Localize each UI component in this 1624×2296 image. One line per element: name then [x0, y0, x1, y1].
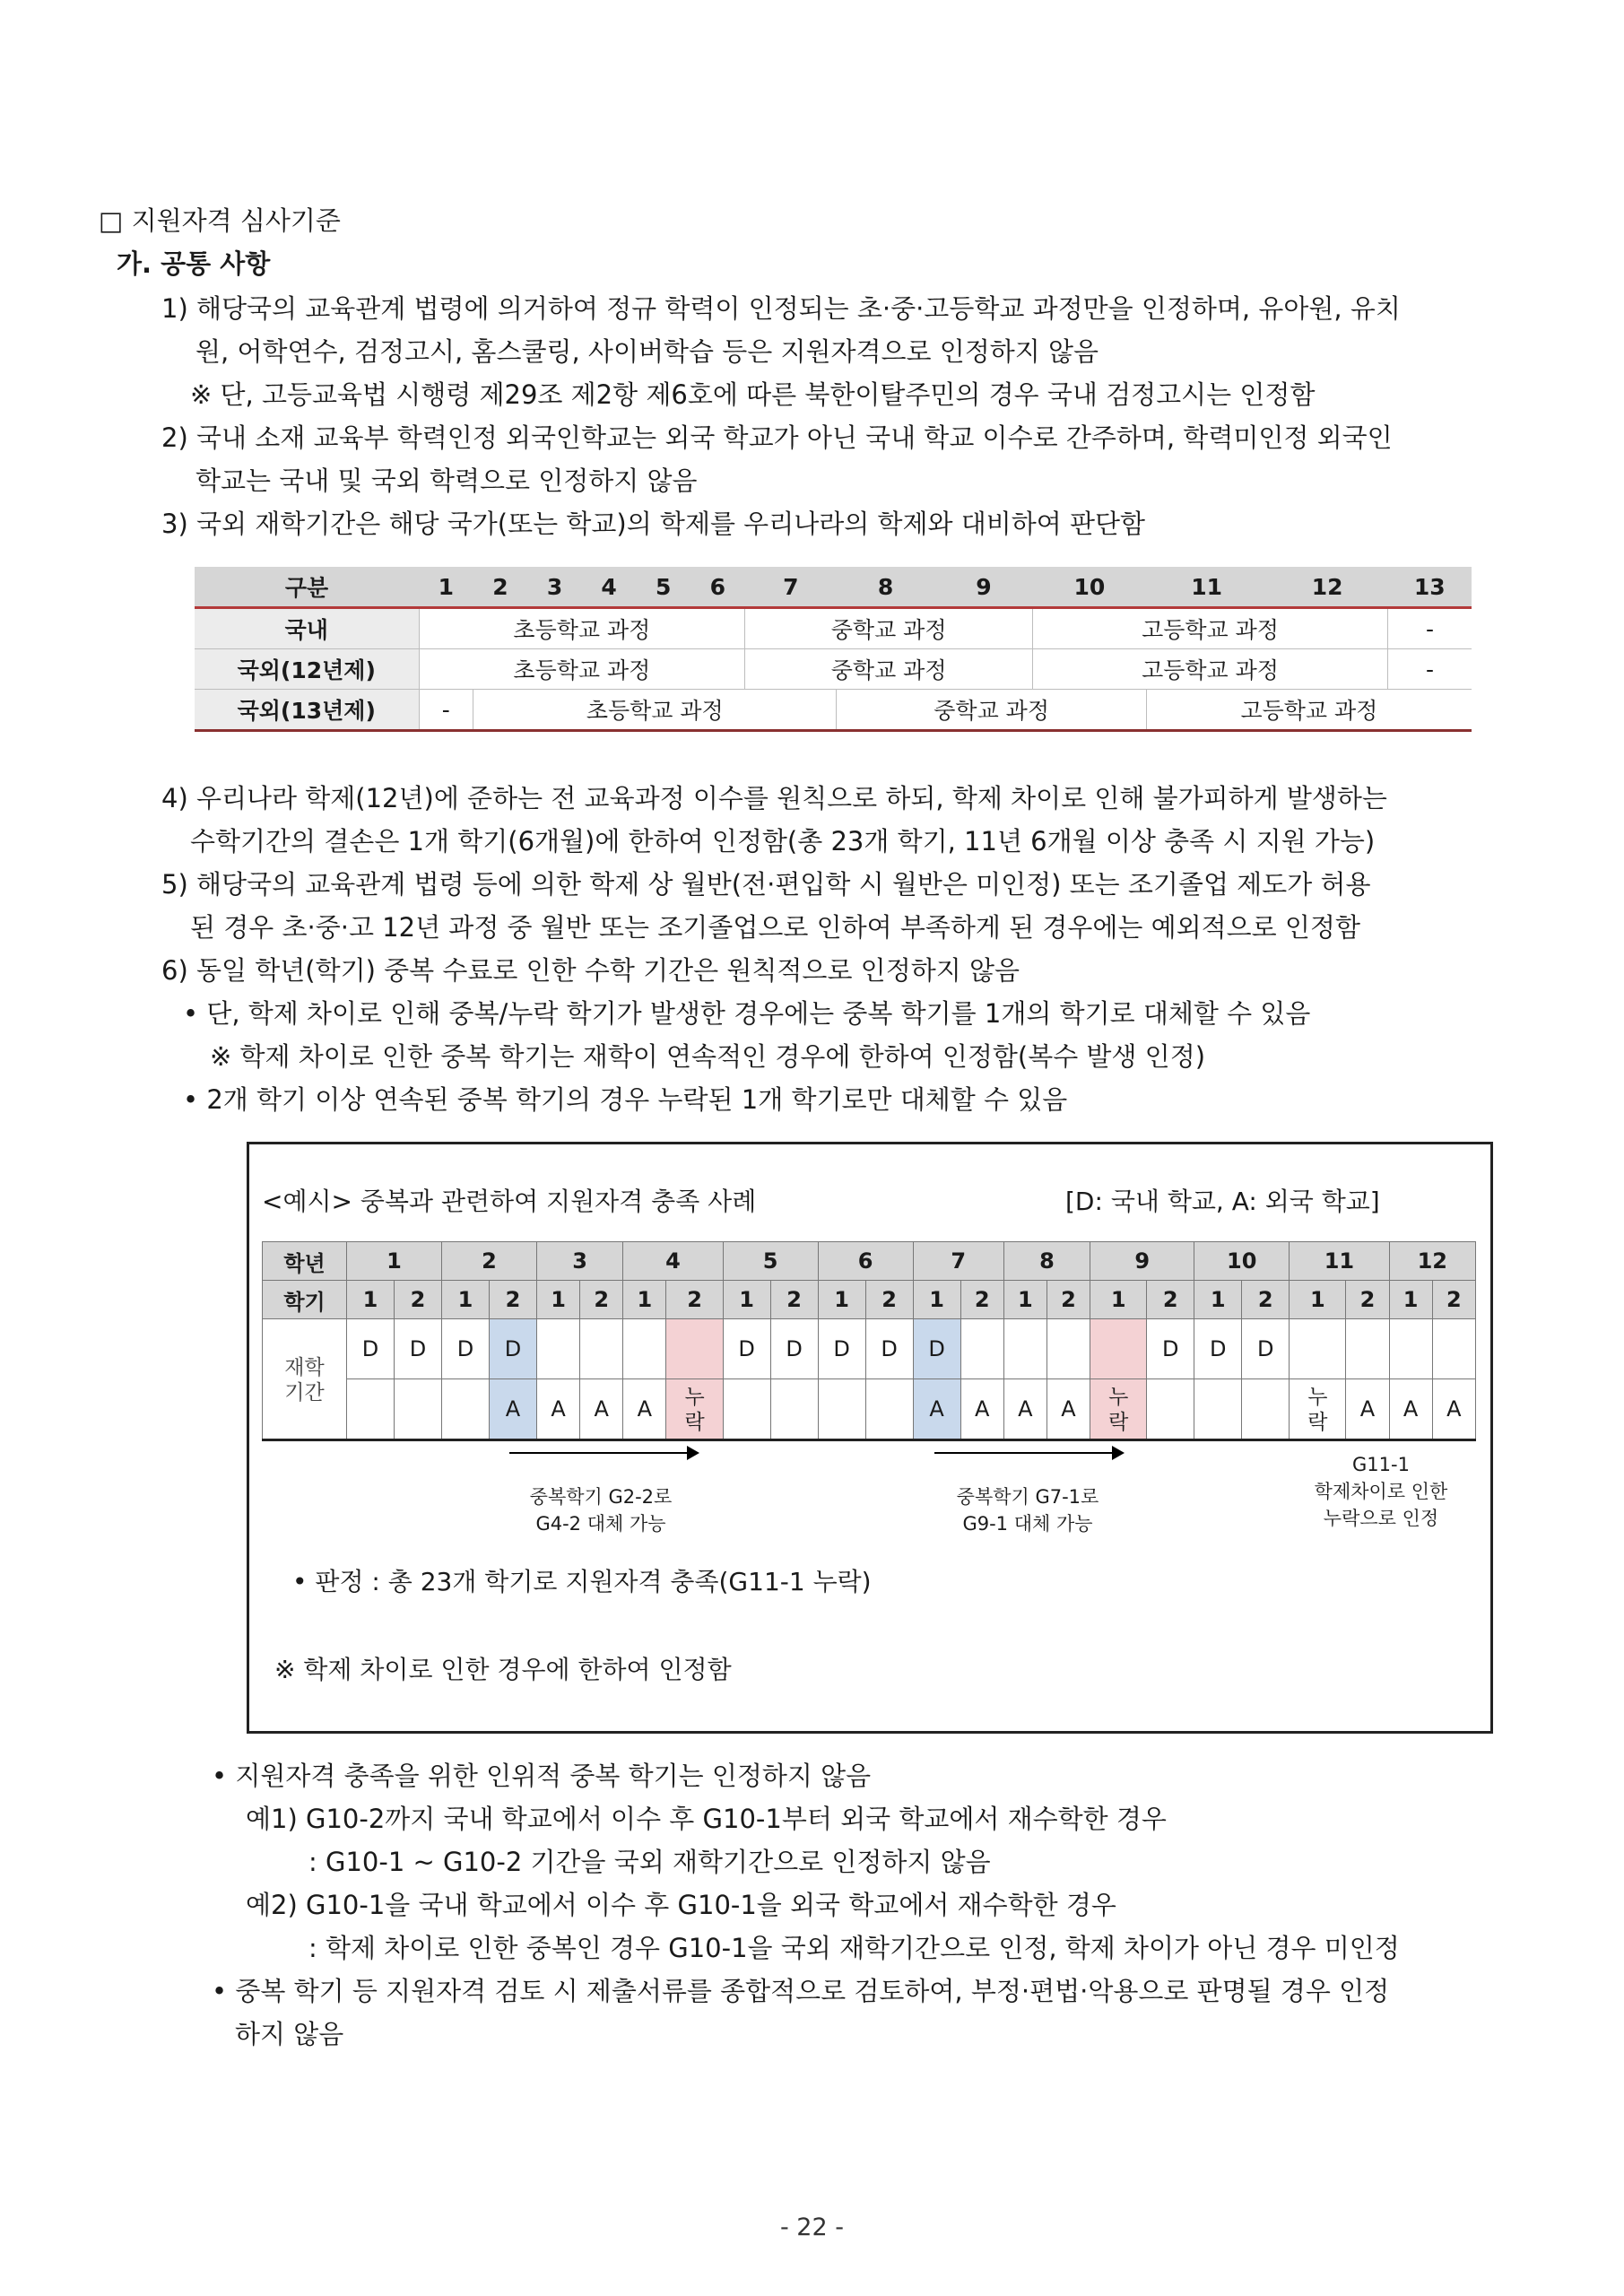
empty-cell — [1147, 1379, 1194, 1440]
semester-cell: 2 — [865, 1281, 913, 1319]
after-bullet-2-line-1: • 중복 학기 등 지원자격 검토 시 제출서류를 종합적으로 검토하여, 부정·편법·악용으로 판명될 경우 인정 — [212, 1976, 1390, 2006]
empty-cell — [395, 1379, 442, 1440]
semester-cell: 1 — [1003, 1281, 1046, 1319]
example-title: <예시> 중복과 관련하여 지원자격 충족 사례 — [262, 1187, 757, 1216]
elementary-cell: 초등학교 과정 — [419, 649, 745, 690]
missing-cell — [1290, 1379, 1346, 1440]
empty-cell — [580, 1319, 623, 1379]
note-1-line-1: 중복학기 G2-2로 — [529, 1486, 673, 1508]
missing-text-1: 누 — [1307, 1386, 1328, 1409]
table-row — [195, 690, 1472, 731]
missing-text-1: 누 — [684, 1386, 705, 1409]
semester-cell: 1 — [913, 1281, 960, 1319]
header-cell: 6 — [690, 567, 745, 608]
empty-cell — [1389, 1319, 1432, 1379]
semester-cell: 2 — [395, 1281, 442, 1319]
semester-cell: 2 — [1147, 1281, 1194, 1319]
empty-cell — [623, 1319, 666, 1379]
grade-cell: 7 — [913, 1242, 1003, 1281]
header-cell: 13 — [1387, 567, 1472, 608]
after-bullet-1: • 지원자격 충족을 위한 인위적 중복 학기는 인정하지 않음 — [212, 1761, 872, 1791]
note-2-line-2: G9-1 대체 가능 — [962, 1513, 1093, 1535]
empty-cell — [1290, 1319, 1346, 1379]
semester-cell: 1 — [1090, 1281, 1147, 1319]
grade-label: 학년 — [263, 1242, 347, 1281]
grade-cell: 9 — [1090, 1242, 1194, 1281]
table-row — [195, 608, 1472, 649]
middle-cell: 중학교 과정 — [745, 608, 1033, 649]
semester-cell: 2 — [666, 1281, 723, 1319]
header-cell: 2 — [473, 567, 528, 608]
grade-cell: 12 — [1389, 1242, 1475, 1281]
empty-cell — [1432, 1319, 1475, 1379]
grade-cell: 4 — [623, 1242, 723, 1281]
semester-cell: 1 — [1290, 1281, 1346, 1319]
semester-cell: 2 — [1432, 1281, 1475, 1319]
empty-cell — [1194, 1379, 1242, 1440]
note-1 — [466, 1483, 735, 1537]
grade-cell: 10 — [1194, 1242, 1290, 1281]
page-number: - 22 - — [779, 2213, 844, 2241]
foreign-cell: A — [537, 1379, 580, 1440]
missing-text-1: 누 — [1108, 1386, 1129, 1409]
semester-cell: 2 — [580, 1281, 623, 1319]
period-label-line-1: 재학 — [284, 1355, 325, 1379]
extra-cell: - — [419, 690, 473, 731]
empty-cell — [770, 1379, 818, 1440]
grade-comparison-table — [195, 567, 1472, 732]
high-cell: 고등학교 과정 — [1033, 649, 1388, 690]
semester-table — [262, 1241, 1476, 1441]
arrow-1-head — [687, 1446, 699, 1460]
middle-cell: 중학교 과정 — [837, 690, 1146, 731]
domestic-cell: D — [395, 1319, 442, 1379]
missing-cell — [1090, 1379, 1147, 1440]
empty-cell — [1046, 1319, 1090, 1379]
semester-cell: 2 — [960, 1281, 1003, 1319]
note-1-line-2: G4-2 대체 가능 — [535, 1513, 666, 1535]
after-example-1-detail: : G10-1 ~ G10-2 기간을 국외 재학기간으로 인정하지 않음 — [308, 1847, 991, 1877]
foreign-row — [263, 1379, 1476, 1440]
grade-cell: 2 — [442, 1242, 537, 1281]
missing-cell — [666, 1319, 723, 1379]
paragraph-1-line-2: 원, 어학연수, 검정고시, 홈스쿨링, 사이버학습 등은 지원자격으로 인정하지 않음 — [195, 336, 1099, 367]
example-verdict: • 판정 : 총 23개 학기로 지원자격 충족(G11-1 누락) — [292, 1567, 872, 1596]
foreign-cell: A — [1346, 1379, 1389, 1440]
paragraph-2-line-1: 2) 국내 소재 교육부 학력인정 외국인학교는 외국 학교가 아닌 국내 학교 이수로 간주하며, 학력미인정 외국인 — [161, 422, 1393, 453]
note-3-line-2: 학제차이로 인한 — [1314, 1481, 1448, 1502]
header-cell: 12 — [1267, 567, 1388, 608]
after-bullet-2-line-2: 하지 않음 — [235, 2019, 344, 2049]
header-cell: 구분 — [195, 567, 419, 608]
example-footnote: ※ 학제 차이로 인한 경우에 한하여 인정함 — [274, 1655, 732, 1684]
header-cell: 7 — [745, 567, 837, 608]
semester-cell: 2 — [1046, 1281, 1090, 1319]
domestic-cell: D — [1147, 1319, 1194, 1379]
foreign-cell: A — [580, 1379, 623, 1440]
arrow-2-head — [1112, 1446, 1125, 1460]
high-cell: 고등학교 과정 — [1033, 608, 1388, 649]
missing-cell — [1090, 1319, 1147, 1379]
header-cell: 4 — [582, 567, 637, 608]
paragraph-6-note: ※ 학제 차이로 인한 중복 학기는 재학이 연속적인 경우에 한하여 인정함(복수 발생 인정) — [210, 1041, 1206, 1072]
semester-row — [263, 1281, 1476, 1319]
subsection-title: 가. 공통 사항 — [117, 248, 271, 279]
period-label-line-2: 기간 — [284, 1380, 325, 1405]
domestic-cell: D — [770, 1319, 818, 1379]
arrow-2-line — [934, 1452, 1114, 1454]
header-cell: 9 — [934, 567, 1032, 608]
semester-cell: 2 — [1242, 1281, 1290, 1319]
grade-cell: 3 — [537, 1242, 623, 1281]
high-cell: 고등학교 과정 — [1146, 690, 1472, 731]
foreign-cell: A — [960, 1379, 1003, 1440]
empty-cell — [1242, 1379, 1290, 1440]
section-title: □ 지원자격 심사기준 — [99, 205, 341, 236]
empty-cell — [1003, 1319, 1046, 1379]
row-label: 국내 — [195, 608, 419, 649]
table-header-row — [195, 567, 1472, 608]
paragraph-5-line-2: 된 경우 초·중·고 12년 과정 중 월반 또는 조기졸업으로 인하여 부족하게 된 경우에는 예외적으로 인정함 — [190, 912, 1360, 943]
domestic-cell: D — [1242, 1319, 1290, 1379]
semester-cell: 1 — [1389, 1281, 1432, 1319]
domestic-cell: D — [1194, 1319, 1242, 1379]
semester-cell: 1 — [537, 1281, 580, 1319]
period-label — [263, 1319, 347, 1440]
domestic-cell-duplicate: D — [913, 1319, 960, 1379]
paragraph-6-bullet-1: • 단, 학제 차이로 인해 중복/누락 학기가 발생한 경우에는 중복 학기를 1개의 학기로 대체할 수 있음 — [183, 998, 1311, 1029]
semester-cell: 1 — [818, 1281, 865, 1319]
empty-cell — [1346, 1319, 1389, 1379]
row-label: 국외(12년제) — [195, 649, 419, 690]
domestic-cell: D — [818, 1319, 865, 1379]
extra-cell: - — [1387, 608, 1472, 649]
domestic-cell: D — [723, 1319, 770, 1379]
semester-cell: 1 — [623, 1281, 666, 1319]
semester-cell: 1 — [723, 1281, 770, 1319]
domestic-row — [263, 1319, 1476, 1379]
paragraph-6-line-1: 6) 동일 학년(학기) 중복 수료로 인한 수학 기간은 원칙적으로 인정하지 않음 — [161, 955, 1020, 986]
paragraph-1-line-1: 1) 해당국의 교육관계 법령에 의거하여 정규 학력이 인정되는 초·중·고등학교 과정만을 인정하며, 유아원, 유치 — [161, 293, 1401, 324]
semester-cell: 2 — [490, 1281, 537, 1319]
after-example-2-detail: : 학제 차이로 인한 중복인 경우 G10-1을 국외 재학기간으로 인정, 학제 차이가 아닌 경우 미인정 — [308, 1933, 1400, 1963]
note-3-line-3: 누락으로 인정 — [1323, 1508, 1439, 1529]
note-2-line-1: 중복학기 G7-1로 — [956, 1486, 1099, 1508]
header-cell: 10 — [1033, 567, 1147, 608]
grade-cell: 1 — [347, 1242, 442, 1281]
header-cell: 3 — [527, 567, 582, 608]
semester-cell: 2 — [1346, 1281, 1389, 1319]
paragraph-3-line-1: 3) 국외 재학기간은 해당 국가(또는 학교)의 학제를 우리나라의 학제와 대비하여 판단함 — [161, 509, 1146, 539]
missing-text-2: 락 — [684, 1411, 705, 1434]
missing-text-2: 락 — [1108, 1411, 1129, 1434]
grade-row — [263, 1242, 1476, 1281]
semester-cell: 1 — [1194, 1281, 1242, 1319]
elementary-cell: 초등학교 과정 — [473, 690, 837, 731]
paragraph-1-note: ※ 단, 고등교육법 시행령 제29조 제2항 제6호에 따른 북한이탈주민의 경우 국내 검정고시는 인정함 — [190, 379, 1316, 410]
paragraph-6-bullet-2: • 2개 학기 이상 연속된 중복 학기의 경우 누락된 1개 학기로만 대체할 수 있음 — [183, 1084, 1068, 1115]
paragraph-2-line-2: 학교는 국내 및 국외 학력으로 인정하지 않음 — [195, 465, 698, 496]
paragraph-5-line-1: 5) 해당국의 교육관계 법령 등에 의한 학제 상 월반(전·편입학 시 월반은 미인정) 또는 조기졸업 제도가 허용 — [161, 869, 1371, 900]
foreign-cell: A — [1389, 1379, 1432, 1440]
elementary-cell: 초등학교 과정 — [419, 608, 745, 649]
domestic-cell: D — [442, 1319, 490, 1379]
example-legend: [D: 국내 학교, A: 외국 학교] — [1065, 1187, 1380, 1216]
row-label: 국외(13년제) — [195, 690, 419, 731]
domestic-cell: D — [347, 1319, 395, 1379]
foreign-cell: A — [1046, 1379, 1090, 1440]
grade-cell: 6 — [818, 1242, 913, 1281]
foreign-cell-duplicate: A — [913, 1379, 960, 1440]
domestic-cell: D — [865, 1319, 913, 1379]
foreign-cell: A — [1432, 1379, 1475, 1440]
domestic-cell-duplicate: D — [490, 1319, 537, 1379]
empty-cell — [723, 1379, 770, 1440]
note-3 — [1273, 1451, 1489, 1532]
semester-cell: 1 — [347, 1281, 395, 1319]
semester-cell: 2 — [770, 1281, 818, 1319]
grade-cell: 8 — [1003, 1242, 1090, 1281]
empty-cell — [865, 1379, 913, 1440]
empty-cell — [442, 1379, 490, 1440]
header-cell: 5 — [636, 567, 690, 608]
grade-cell: 11 — [1290, 1242, 1389, 1281]
empty-cell — [960, 1319, 1003, 1379]
foreign-cell: A — [623, 1379, 666, 1440]
empty-cell — [818, 1379, 865, 1440]
empty-cell — [537, 1319, 580, 1379]
empty-cell — [347, 1379, 395, 1440]
middle-cell: 중학교 과정 — [745, 649, 1033, 690]
note-3-line-1: G11-1 — [1352, 1454, 1410, 1475]
arrow-1-line — [509, 1452, 689, 1454]
semester-label: 학기 — [263, 1281, 347, 1319]
extra-cell: - — [1387, 649, 1472, 690]
table-row — [195, 649, 1472, 690]
semester-cell: 1 — [442, 1281, 490, 1319]
header-cell: 11 — [1146, 567, 1267, 608]
foreign-cell: A — [1003, 1379, 1046, 1440]
missing-cell — [666, 1379, 723, 1440]
after-example-2: 예2) G10-1을 국내 학교에서 이수 후 G10-1을 외국 학교에서 재수학한 경우 — [246, 1890, 1116, 1920]
paragraph-4-line-1: 4) 우리나라 학제(12년)에 준하는 전 교육과정 이수를 원칙으로 하되, 학제 차이로 인해 불가피하게 발생하는 — [161, 783, 1387, 813]
paragraph-4-line-2: 수학기간의 결손은 1개 학기(6개월)에 한하여 인정함(총 23개 학기, 11년 6개월 이상 충족 시 지원 가능) — [190, 826, 1376, 857]
header-cell: 1 — [419, 567, 473, 608]
foreign-cell-duplicate: A — [490, 1379, 537, 1440]
after-example-1: 예1) G10-2까지 국내 학교에서 이수 후 G10-1부터 외국 학교에서 재수학한 경우 — [246, 1804, 1167, 1834]
missing-text-2: 락 — [1307, 1411, 1328, 1434]
note-2 — [893, 1483, 1162, 1537]
grade-cell: 5 — [723, 1242, 818, 1281]
header-cell: 8 — [837, 567, 934, 608]
